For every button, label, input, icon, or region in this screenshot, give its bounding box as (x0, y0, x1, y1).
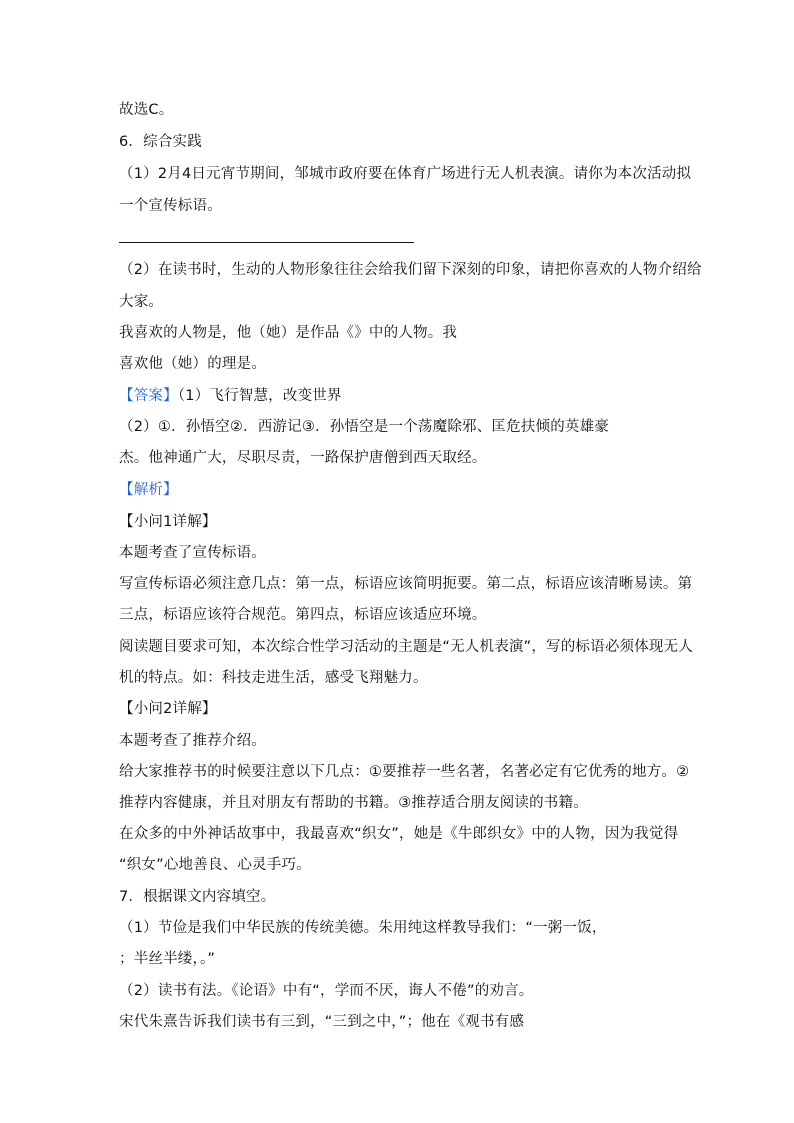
question-7-heading: 7．根据课文内容填空。 (119, 889, 276, 905)
text-line: 故选C。 (119, 102, 174, 118)
text-segment: 我喜欢的人物是 (119, 325, 222, 341)
analysis-tag: 【解析】 (119, 482, 178, 498)
fill-in-line (119, 1012, 524, 1035)
text-line: 阅读题目要求可知，本次综合性学习活动的主题是“无人机表演”，写的标语必须体现无人 (119, 639, 694, 655)
text-segment: （2） (119, 419, 158, 435)
text-segment: 宋代朱熹告诉我们读书有三到，“三到之中， (119, 1014, 399, 1030)
answer-blank-line (119, 242, 414, 243)
answer-item-2: ②．西游记 (229, 419, 302, 435)
text-line: 给大家推荐书的时候要注意以下几点：①要推荐一些名著，名著必定有它优秀的地方。② (119, 764, 690, 780)
fill-in-line (119, 323, 457, 346)
text-segment: ，学而不厌，诲人不倦”的劝言。 (320, 983, 534, 999)
text-segment: 。 (251, 356, 267, 372)
text-line: 一个宣传标语。 (119, 198, 222, 214)
text-line: 大家。 (119, 294, 164, 310)
text-line: 三点，标语应该符合规范。第四点，标语应该适应环境。 (119, 607, 487, 623)
answer-item-1: ①．孙悟空 (157, 419, 230, 435)
text-line: 在众多的中外神话故事中，我最喜欢“织女”，她是《牛郎织女》中的人物，因为我觉得 (119, 826, 679, 842)
text-segment: ”；他在《观书有感 (398, 1014, 525, 1030)
text-line: “织女”心地善良、心灵手巧。 (119, 857, 311, 873)
answer-item-3: ③．孙悟空是一个荡魔除邪、匡危扶倾的英雄豪 (301, 419, 610, 435)
text-segment: 喜欢他（她）的理是 (119, 356, 252, 372)
answer-tag: 【答案】 (119, 388, 178, 404)
text-line: 本题考查了宣传标语。 (119, 545, 266, 561)
answer-text: （1）飞行智慧，改变世界 (177, 388, 342, 404)
text-line: 机的特点。如：科技走进生活，感受飞翔魅力。 (119, 670, 428, 686)
answer-line (119, 417, 609, 437)
text-segment: ，他（她）是作品《 (221, 325, 355, 341)
question-6-1-prompt: （1）2月4日元宵节期间，邹城市政府要在体育广场进行无人机表演。请你为本次活动拟 (119, 166, 692, 182)
question-6-heading: 6．综合实践 (119, 134, 202, 150)
text-line: 写宣传标语必须注意几点：第一点，标语应该简明扼要。第二点，标语应该清晰易读。第 (119, 576, 693, 592)
fill-in-line (119, 354, 266, 377)
text-line: （1）节俭是我们中华民族的传统美德。朱用纯这样教导我们：“一粥一饭， (119, 920, 607, 936)
answer-line (119, 386, 342, 406)
text-segment: 》中的人物。我 (354, 325, 458, 341)
text-segment: ；半丝半缕， (119, 951, 200, 967)
fill-in-line (119, 949, 215, 972)
text-line: 推荐内容健康，并且对朋友有帮助的书籍。③推荐适合朋友阅读的书籍。 (119, 795, 588, 811)
text-line: 本题考查了推荐介绍。 (119, 733, 266, 749)
subquestion-heading: 【小问2详解】 (119, 701, 217, 717)
text-segment: 。” (199, 951, 216, 967)
subquestion-heading: 【小问1详解】 (119, 514, 217, 530)
text-line: 杰。他神通广大，尽职尽责，一路保护唐僧到西天取经。 (119, 450, 487, 466)
fill-in-line (119, 981, 534, 1004)
text-segment: （2）读书有法。《论语》中有“ (119, 983, 320, 999)
question-6-2-prompt: （2）在读书时，生动的人物形象往往会给我们留下深刻的印象，请把你喜欢的人物介绍给 (119, 262, 702, 278)
